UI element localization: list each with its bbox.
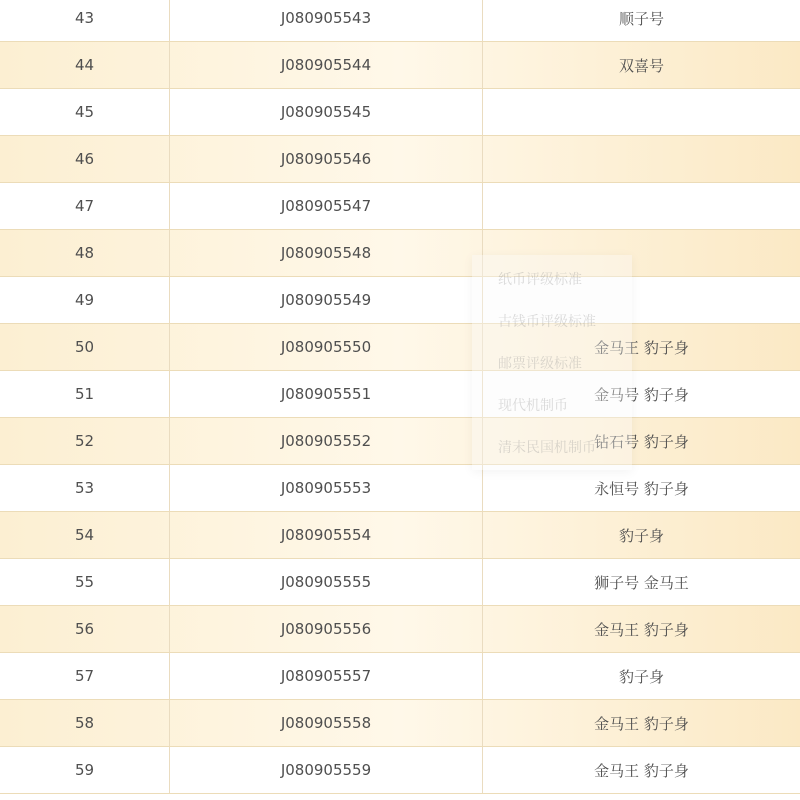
row-index: 58: [0, 700, 170, 746]
table-row: [0, 700, 800, 747]
number-tag: 金马王 豹子身: [594, 338, 689, 357]
number-tag: 双喜号: [618, 56, 664, 75]
serial-code: J080905549: [170, 277, 483, 323]
table-row: [0, 371, 800, 418]
table-row: [0, 0, 800, 42]
row-index: 57: [0, 653, 170, 699]
serial-code: J080905550: [170, 324, 483, 370]
row-index: 55: [0, 559, 170, 605]
number-tag: 钻石号 豹子身: [594, 432, 689, 451]
menu-item-qing-republic-coin[interactable]: 清末民国机制币: [498, 440, 596, 456]
row-index: 45: [0, 89, 170, 135]
table-row: [0, 512, 800, 559]
table-row: [0, 559, 800, 606]
menu-item-modern-machine-coin[interactable]: 现代机制币: [498, 398, 568, 414]
table-row: [0, 324, 800, 371]
table-row: [0, 136, 800, 183]
serial-code: J080905543: [170, 0, 483, 41]
serial-code: J080905544: [170, 42, 483, 88]
number-tag: 豹子身: [618, 667, 664, 686]
number-tag: 永恒号 豹子身: [594, 479, 689, 498]
serial-code: J080905554: [170, 512, 483, 558]
serial-code: J080905547: [170, 183, 483, 229]
serial-code: J080905548: [170, 230, 483, 276]
number-tag: 金马王 豹子身: [594, 761, 689, 780]
row-index: 50: [0, 324, 170, 370]
row-index: 47: [0, 183, 170, 229]
row-index: 44: [0, 42, 170, 88]
serial-code: J080905551: [170, 371, 483, 417]
number-tag: [483, 277, 800, 323]
serial-code: J080905557: [170, 653, 483, 699]
serial-code: J080905558: [170, 700, 483, 746]
serial-code: J080905546: [170, 136, 483, 182]
row-index: 59: [0, 747, 170, 793]
menu-item-ancient-coin-grading[interactable]: 古钱币评级标准: [498, 314, 596, 330]
serial-code: J080905545: [170, 89, 483, 135]
number-tag: 金马王 豹子身: [594, 714, 689, 733]
table-row: [0, 653, 800, 700]
number-tag: [483, 136, 800, 182]
row-index: 51: [0, 371, 170, 417]
serial-code: J080905556: [170, 606, 483, 652]
row-index: 56: [0, 606, 170, 652]
serial-code: J080905552: [170, 418, 483, 464]
number-tag: 金马号 豹子身: [594, 385, 689, 404]
row-index: 54: [0, 512, 170, 558]
number-tag: [483, 183, 800, 229]
row-index: 49: [0, 277, 170, 323]
row-index: 52: [0, 418, 170, 464]
table-row: [0, 230, 800, 277]
serial-code: J080905559: [170, 747, 483, 793]
menu-item-stamp-grading[interactable]: 邮票评级标准: [498, 356, 582, 372]
menu-item-paper-money-grading[interactable]: 纸币评级标准: [498, 272, 582, 288]
table-row: [0, 606, 800, 653]
table-row: [0, 465, 800, 512]
row-index: 53: [0, 465, 170, 511]
table-row: [0, 42, 800, 89]
serial-code: J080905553: [170, 465, 483, 511]
table-row: [0, 89, 800, 136]
row-index: 48: [0, 230, 170, 276]
table-row: [0, 183, 800, 230]
table-row: [0, 277, 800, 324]
number-tag: 豹子身: [618, 526, 664, 545]
number-tag: 顺子号: [618, 9, 664, 28]
number-tag: 金马王 豹子身: [594, 620, 689, 639]
serial-code: J080905555: [170, 559, 483, 605]
number-tag: 狮子号 金马王: [594, 573, 689, 592]
row-index: 43: [0, 0, 170, 41]
table-row: [0, 747, 800, 794]
number-tag: [483, 230, 800, 276]
table-row: [0, 418, 800, 465]
row-index: 46: [0, 136, 170, 182]
number-tag: [483, 89, 800, 135]
